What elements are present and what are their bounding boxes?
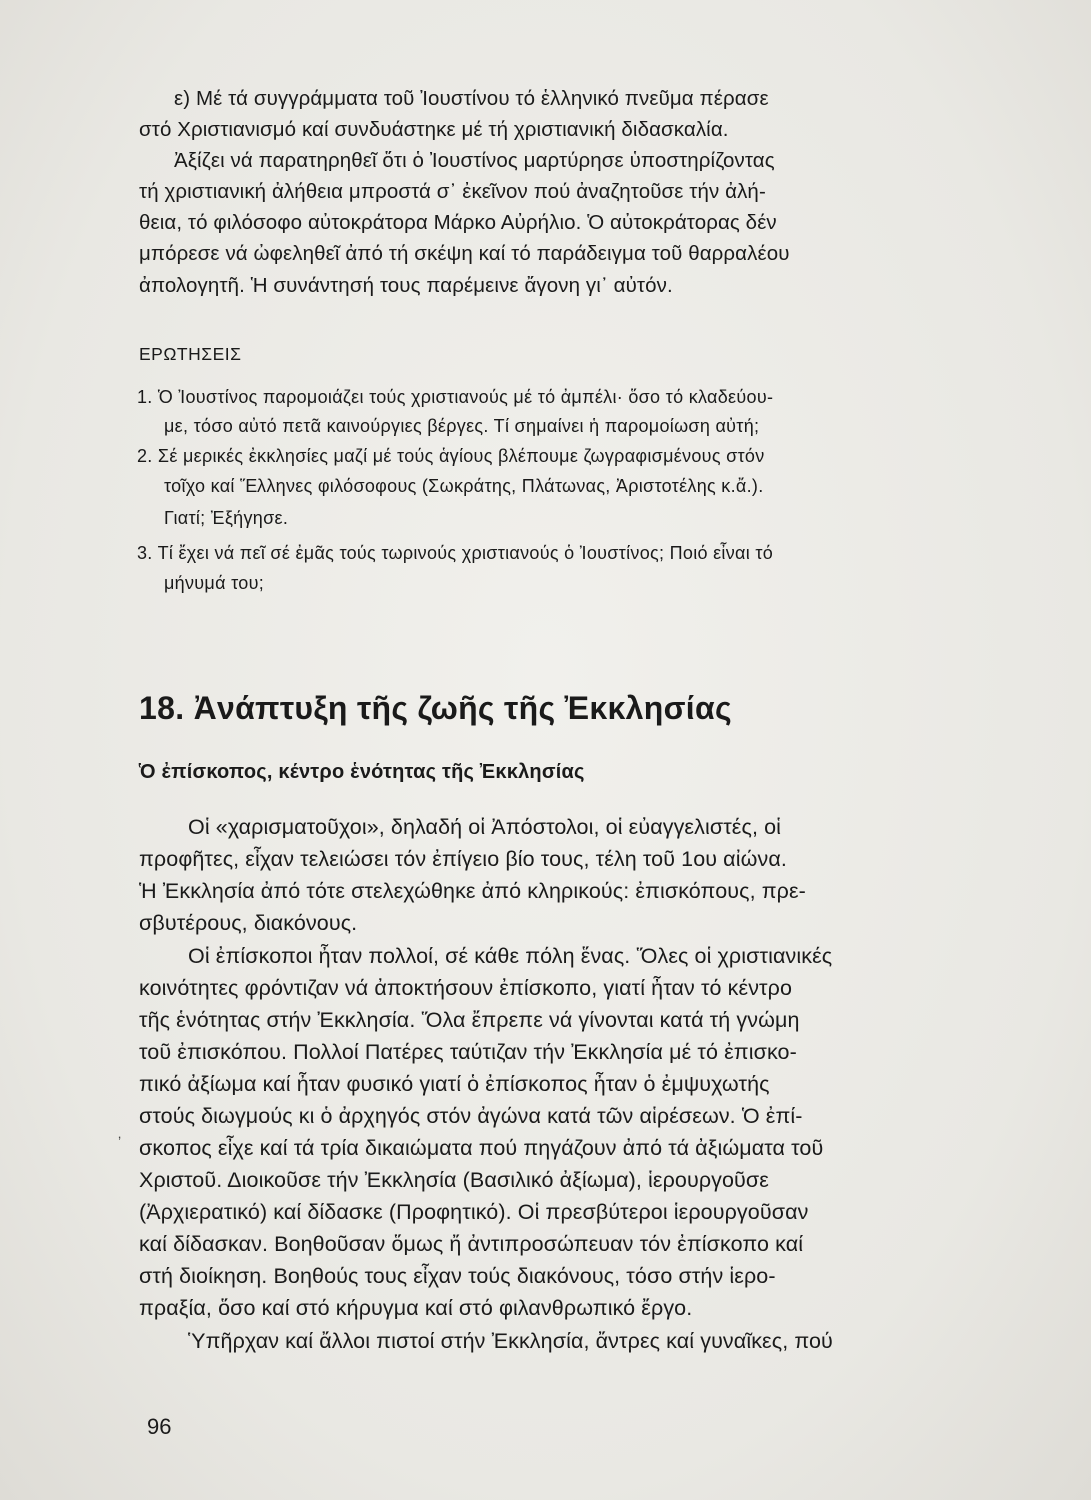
- text-line: ἀπολογητῆ. Ἡ συνάντησή τους παρέμεινε ἄγονη γι᾿ αὐτόν.: [139, 274, 673, 297]
- text-line: Ὑπῆρχαν καί ἄλλοι πιστοί στήν Ἐκκλησία, ἄντρες καί γυναῖκες, πού: [188, 1329, 833, 1353]
- text-line: ε) Μέ τά συγγράμματα τοῦ Ἰουστίνου τό ἑλληνικό πνεῦμα πέρασε: [174, 87, 769, 110]
- margin-mark: ‚: [118, 1125, 122, 1141]
- text-line: στή διοίκηση. Βοηθούς τους εἶχαν τούς διακόνους, τόσο στήν ἱερο-: [139, 1264, 776, 1288]
- text-line: Χριστοῦ. Διοικοῦσε τήν Ἐκκλησία (Βασιλικό ἀξίωμα), ἱερουργοῦσε: [139, 1168, 769, 1192]
- page-number: 96: [147, 1414, 172, 1439]
- text-line: σκοπος εἶχε καί τά τρία δικαιώματα πού πηγάζουν ἀπό τά ἀξιώματα τοῦ: [139, 1136, 824, 1160]
- text-line: τή χριστιανική ἀλήθεια μπροστά σ᾿ ἐκεῖνον πού ἀναζητοῦσε τήν ἀλή-: [139, 180, 766, 203]
- question-line: μήνυμά του;: [164, 573, 265, 593]
- text-line: (Ἀρχιερατικό) καί δίδασκε (Προφητικό). Οἱ πρεσβύτεροι ἱερουργοῦσαν: [139, 1200, 809, 1224]
- text-line: Οἱ ἐπίσκοποι ἦταν πολλοί, σέ κάθε πόλη ἕνας. Ὅλες οἱ χριστιανικές: [188, 944, 833, 968]
- question-line: 3. Τί ἔχει νά πεῖ σέ ἐμᾶς τούς τωρινούς χριστιανούς ὁ Ἰουστίνος; Ποιό εἶναι τό: [137, 543, 774, 563]
- question-line: 2. Σέ μερικές ἐκκλησίες μαζί μέ τούς ἁγίους βλέπουμε ζωγραφισμένους στόν: [137, 446, 765, 466]
- chapter-title: 18. Ἀνάπτυξη τῆς ζωῆς τῆς Ἐκκλησίας: [139, 690, 732, 726]
- text-line: Ἡ Ἐκκλησία ἀπό τότε στελεχώθηκε ἀπό κληρικούς: ἐπισκόπους, πρε-: [139, 879, 806, 903]
- text-line: στό Χριστιανισμό καί συνδυάστηκε μέ τή χριστιανική διδασκαλία.: [139, 118, 729, 141]
- text-line: πικό ἀξίωμα καί ἦταν φυσικό γιατί ὁ ἐπίσκοπος ἦταν ὁ ἐμψυχωτής: [139, 1072, 770, 1096]
- question-line: τοῖχο καί Ἕλληνες φιλόσοφους (Σωκράτης, Πλάτωνας, Ἀριστοτέλης κ.ἄ.).: [164, 476, 764, 496]
- text-line: προφῆτες, εἶχαν τελειώσει τόν ἐπίγειο βίο τους, τέλη τοῦ 1ου αἰώνα.: [139, 847, 787, 871]
- text-line: Οἱ «χαρισματοῦχοι», δηλαδή οἱ Ἀπόστολοι, οἱ εὐαγγελιστές, οἱ: [188, 815, 782, 839]
- questions-heading: ΕΡΩΤΗΣΕΙΣ: [139, 344, 242, 364]
- text-line: σβυτέρους, διακόνους.: [139, 911, 358, 935]
- text-line: κοινότητες φρόντιζαν νά ἀποκτήσουν ἐπίσκοπο, γιατί ἦταν τό κέντρο: [139, 976, 793, 1000]
- question-line: με, τόσο αὐτό πετᾶ καινούργιες βέργες. Τί σημαίνει ἡ παρομοίωση αὐτή;: [164, 416, 760, 436]
- text-line: Ἀξίζει νά παρατηρηθεῖ ὅτι ὁ Ἰουστίνος μαρτύρησε ὑποστηρίζοντας: [174, 149, 775, 172]
- question-line: Γιατί; Ἐξήγησε.: [164, 508, 289, 528]
- text-line: στούς διωγμούς κι ὁ ἀρχηγός στόν ἀγώνα κατά τῶν αἱρέσεων. Ὁ ἐπί-: [139, 1104, 803, 1128]
- text-line: καί δίδασκαν. Βοηθοῦσαν ὅμως ἤ ἀντιπροσώπευαν τόν ἐπίσκοπο καί: [139, 1232, 804, 1256]
- text-line: τοῦ ἐπισκόπου. Πολλοί Πατέρες ταύτιζαν τήν Ἐκκλησία μέ τό ἐπισκο-: [139, 1040, 797, 1064]
- text-line: μπόρεσε νά ὠφεληθεῖ ἀπό τή σκέψη καί τό παράδειγμα τοῦ θαρραλέου: [139, 242, 790, 265]
- text-line: θεια, τό φιλόσοφο αὐτοκράτορα Μάρκο Αὐρήλιο. Ὁ αὐτοκράτορας δέν: [139, 211, 777, 234]
- question-line: 1. Ὁ Ἰουστίνος παρομοιάζει τούς χριστιανούς μέ τό ἀμπέλι· ὅσο τό κλαδεύου-: [137, 387, 774, 407]
- text-line: πραξία, ὅσο καί στό κήρυγμα καί στό φιλανθρωπικό ἔργο.: [139, 1296, 693, 1320]
- text-line: τῆς ἑνότητας στήν Ἐκκλησία. Ὅλα ἔπρεπε νά γίνονται κατά τή γνώμη: [139, 1008, 800, 1032]
- section-subheading: Ὁ ἐπίσκοπος, κέντρο ἑνότητας τῆς Ἐκκλησίας: [139, 761, 585, 783]
